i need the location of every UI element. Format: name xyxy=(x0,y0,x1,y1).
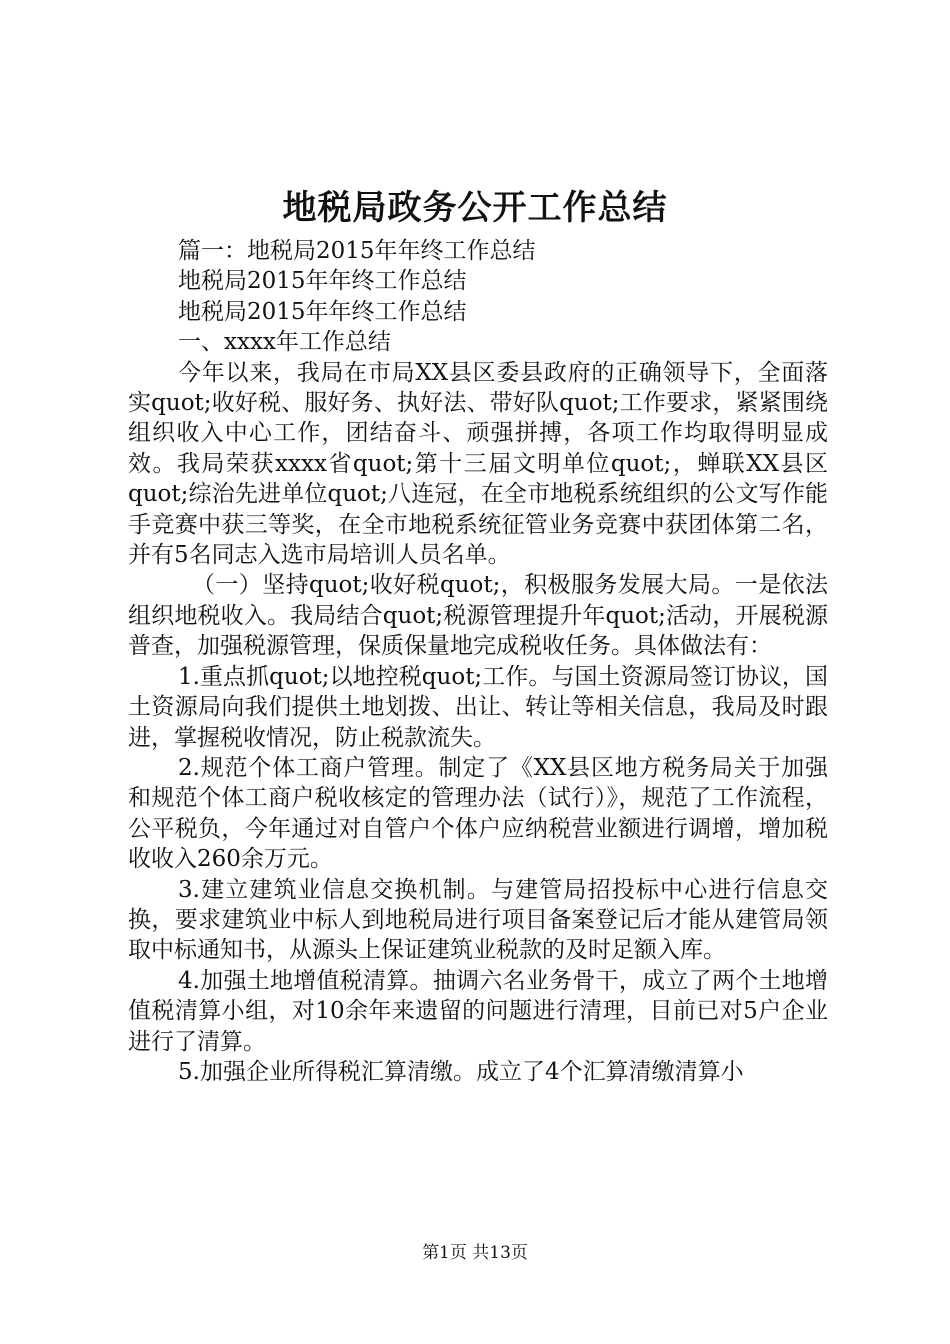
body-paragraph: （一）坚持quot;收好税quot;，积极服务发展大局。一是依法组织地税收入。我局结合quot;税源管理提升年quot;活动，开展税源普查，加强税源管理，保质保量地完成税收任务。具体做法有： xyxy=(128,572,828,660)
subheading: 地税局2015年年终工作总结 xyxy=(178,298,467,325)
list-item: 5.加强企业所得税汇算清缴。成立了4个汇算清缴清算小 xyxy=(178,1058,744,1085)
heading-part-one: 篇一：地税局2015年年终工作总结 xyxy=(178,238,536,264)
list-item: 3.建立建筑业信息交换机制。与建管局招投标中心进行信息交换，要求建筑业中标人到地税局进行项目备案登记后才能从建管局领取中标通知书，从源头上保证建筑业税款的及时足额入库。 xyxy=(128,876,828,964)
list-item: 1.重点抓quot;以地控税quot;工作。与国土资源局签订协议，国土资源局向我们提供土地划拨、出让、转让等相关信息，我局及时跟进，掌握税收情况，防止税款流失。 xyxy=(128,663,828,751)
body-paragraph: 今年以来，我局在市局XX县区委县政府的正确领导下，全面落实quot;收好税、服好务、执好法、带好队quot;工作要求，紧紧围绕组织收入中心工作，团结奋斗、顽强拼搏，各项工作均取得明显成效。我局荣获xxxx省quot;第十三届文明单位quot;，蝉联XX县区quot;综治先进单位quot;八连冠，在全市地税系统组织的公文写作能手竞赛中获三等奖，在全市地税系统征管业务竞赛中获团体第二名，并有5名同志入选市局培训人员名单。 xyxy=(128,359,828,569)
list-item: 4.加强土地增值税清算。抽调六名业务骨干，成立了两个土地增值税清算小组，对10余年来遗留的问题进行清理，目前已对5户企业进行了清算。 xyxy=(128,967,828,1055)
document-title: 地税局政务公开工作总结 xyxy=(282,188,668,228)
section-heading: 一、xxxx年工作总结 xyxy=(178,329,391,356)
subheading: 地税局2015年年终工作总结 xyxy=(178,268,467,295)
page-footer: 第1页 共13页 xyxy=(422,1243,528,1263)
document-body xyxy=(128,236,828,1087)
list-item: 2.规范个体工商户管理。制定了《XX县区地方税务局关于加强和规范个体工商户税收核定的管理办法（试行）》，规范了工作流程，公平税负，今年通过对自管户个体户应纳税营业额进行调增，增加税收收入260余万元。 xyxy=(128,754,828,873)
